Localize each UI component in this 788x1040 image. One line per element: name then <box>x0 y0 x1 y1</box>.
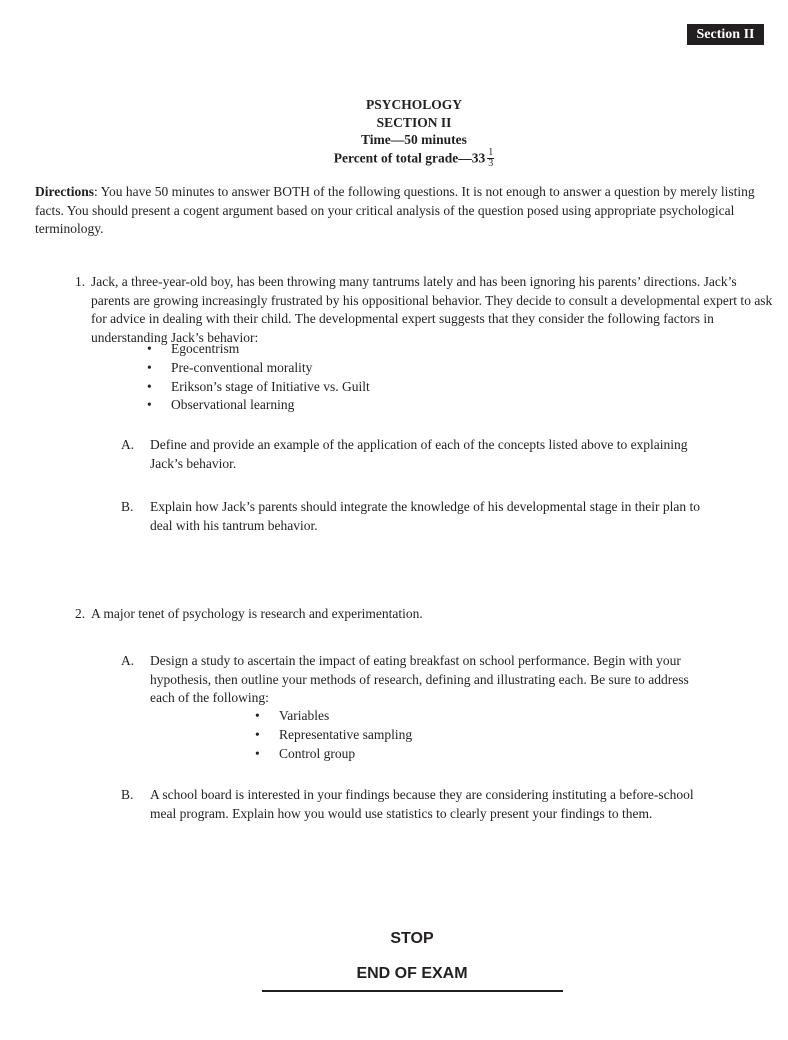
list-item <box>255 726 412 745</box>
question-2 <box>75 605 775 624</box>
bullet-icon: • <box>147 378 152 394</box>
list-item <box>147 340 370 359</box>
percent-label: Percent of total grade—33 <box>333 150 486 166</box>
list-item <box>255 745 412 764</box>
question-1-part-b <box>121 498 701 535</box>
list-item-text: Erikson’s stage of Initiative vs. Guilt <box>171 378 370 394</box>
fraction-numerator: 1 <box>488 146 494 158</box>
list-item-text: Egocentrism <box>171 341 240 356</box>
part-text: Design a study to ascertain the impact of eating breakfast on school performance. Begin with your hypothesis, then outline your methods of research, defining and illustrating each. Be sure to address each of the following: <box>150 653 689 705</box>
subject-title: PSYCHOLOGY <box>365 97 462 112</box>
fraction <box>487 148 494 169</box>
part-letter: A. <box>121 653 135 668</box>
part-text: Explain how Jack’s parents should integrate the knowledge of his developmental stage in their plan to deal with his tantrum behavior. <box>150 499 700 533</box>
list-item <box>255 707 412 726</box>
list-item-text: Pre-conventional morality <box>171 359 313 375</box>
question-number: 2. <box>75 606 86 621</box>
part-letter: B. <box>121 499 134 514</box>
bullet-icon: • <box>147 341 152 356</box>
percent-of-grade <box>0 146 788 170</box>
list-item <box>147 359 370 378</box>
question-text: Jack, a three-year-old boy, has been throwing many tantrums lately and has been ignoring his parents’ directions. Jack’s parents are growing increasingly frustrated by his oppositional behavior. They decide to consult a developmental expert to ask for advice in dealing with their child. The developmental expert suggests that they consider the following factors in understanding Jack’s behavior: <box>91 274 773 345</box>
question-1-part-a <box>121 436 701 473</box>
list-item-text: Observational learning <box>171 397 295 413</box>
directions-text: : You have 50 minutes to answer BOTH of the following questions. It is not enough to answer a question by merely listing facts. You should present a cogent argument based on your critical analysis of the question posed using appropriate psychological terminology. <box>35 184 755 236</box>
footer-rule <box>262 990 563 992</box>
stop-label: STOP <box>390 930 434 947</box>
part-text: Define and provide an example of the application of each of the concepts listed above to explaining Jack’s behavior. <box>150 437 688 471</box>
list-item-text: Variables <box>279 708 330 723</box>
section-tab: Section II <box>687 24 764 45</box>
part-letter: A. <box>121 437 135 452</box>
question-number: 1. <box>75 274 86 289</box>
question-2-requirements-list <box>255 707 412 763</box>
section-title: SECTION II <box>376 114 452 130</box>
end-of-exam-label: END OF EXAM <box>356 965 468 982</box>
list-item <box>147 396 370 415</box>
list-item-text: Representative sampling <box>279 726 413 742</box>
bullet-icon: • <box>147 397 152 413</box>
question-1-factors-list <box>147 340 370 415</box>
fraction-denominator: 3 <box>488 157 494 169</box>
bullet-icon: • <box>255 745 260 761</box>
part-letter: B. <box>121 787 134 802</box>
directions-label: Directions <box>35 184 94 199</box>
question-1 <box>75 273 775 347</box>
question-2-part-b <box>121 786 701 823</box>
question-2-part-a <box>121 652 701 708</box>
question-text: A major tenet of psychology is research and experimentation. <box>91 606 423 621</box>
exam-header <box>0 96 788 170</box>
directions <box>35 183 765 239</box>
time-limit: Time—50 minutes <box>361 132 467 147</box>
list-item-text: Control group <box>279 745 356 761</box>
bullet-icon: • <box>255 708 260 723</box>
bullet-icon: • <box>255 726 260 742</box>
part-text: A school board is interested in your findings because they are considering instituting a before-school meal program. Explain how you would use statistics to clearly present your findings to them. <box>150 787 694 821</box>
list-item <box>147 378 370 397</box>
bullet-icon: • <box>147 359 152 375</box>
